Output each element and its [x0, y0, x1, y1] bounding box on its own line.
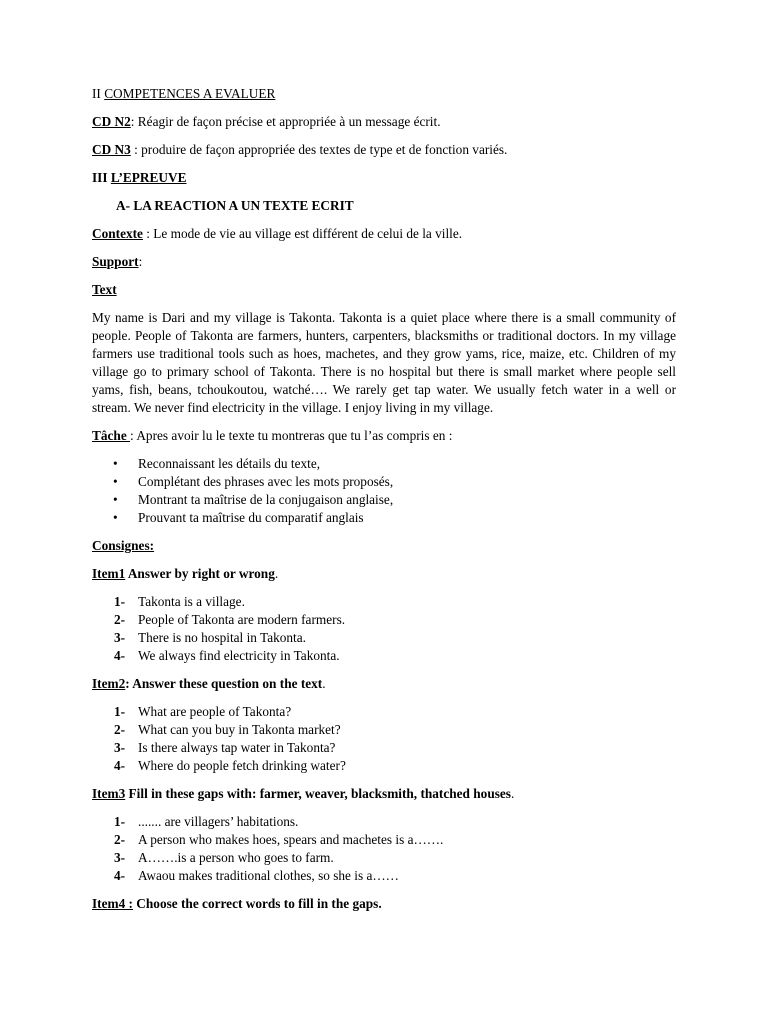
contexte-line [92, 225, 676, 243]
item3-heading: Item3 Fill in these gaps with: farmer, weaver, blacksmith, thatched houses. [92, 786, 515, 801]
cd-n2-line [92, 113, 676, 131]
cd-n2-text: : Réagir de façon précise et appropriée à un message écrit. [130, 114, 441, 129]
list-item: • Montrant ta maîtrise de la conjugaison anglaise, [113, 492, 394, 507]
support-label: Support [92, 254, 139, 269]
item4-heading [92, 895, 676, 913]
item2-heading: Item2: Answer these question on the text. [92, 676, 326, 691]
item3-instruction: Fill in these gaps with: farmer, weaver, blacksmith, thatched houses [125, 786, 511, 801]
question-item: 4- Awaou makes traditional clothes, so she is a…… [114, 868, 399, 883]
reading-passage: My name is Dari and my village is Takonta. Takonta is a quiet place where there is a small community of people. People of Takonta are farmers, hunters, carpenters, blacksmiths or traditional doctors. In my village farmers use traditional tools such as hoes, machetes, and they grow yams, rice, maize, etc. Children of my village go to primary school of Takonta. There is no hospital but there is small market where people sell yams, fish, beans, tchoukoutou, watché…. We rarely get tap water. We usually fetch water in a well or stream. We never find electricity in the village. I enjoy living in my village. [92, 310, 676, 415]
item1-label: Item1 [92, 566, 126, 581]
question-item: 1- What are people of Takonta? [114, 704, 292, 719]
item1-heading: Item1 Answer by right or wrong. [92, 566, 279, 581]
item4-label: Item4 : [92, 896, 133, 911]
bullet-icon: • [113, 492, 118, 507]
section-title: COMPETENCES A EVALUER [104, 86, 276, 101]
list-item: • Prouvant ta maîtrise du comparatif anglais [113, 510, 364, 525]
item1-instruction: Answer by right or wrong [125, 566, 275, 581]
cd-n3-line [92, 141, 676, 159]
cd-n2-label: CD N2 [92, 114, 131, 129]
question-item: 3- Is there always tap water in Takonta? [114, 740, 336, 755]
question-item: 2- What can you buy in Takonta market? [114, 722, 341, 737]
support-line [92, 253, 676, 271]
tache-line [92, 427, 676, 445]
question-item: 3- A…….is a person who goes to farm. [114, 850, 334, 865]
support-colon: : [138, 254, 143, 269]
question-item: 2- A person who makes hoes, spears and machetes is a……. [114, 832, 444, 847]
section-title: L’EPREUVE [110, 170, 187, 185]
tache-list [92, 455, 676, 527]
bullet-icon: • [113, 510, 118, 525]
bullet-icon: • [113, 474, 118, 489]
question-item: 4- Where do people fetch drinking water? [114, 758, 346, 773]
item3-questions [92, 813, 676, 885]
item4-instruction: Choose the correct words to fill in the gaps. [132, 896, 382, 911]
text-heading: Text [92, 282, 117, 297]
document-page [92, 85, 676, 923]
contexte-text: : Le mode de vie au village est différent de celui de la ville. [142, 226, 463, 241]
question-item: 3- There is no hospital in Takonta. [114, 630, 306, 645]
question-item: 1- Takonta is a village. [114, 594, 245, 609]
section-heading-competences [92, 85, 676, 103]
item3-label: Item3 [92, 786, 126, 801]
section-heading-epreuve [92, 169, 676, 187]
contexte-label: Contexte [92, 226, 143, 241]
cd-n3-label: CD N3 [92, 142, 131, 157]
cd-n3-text: : produire de façon appropriée des textes de type et de fonction variés. [130, 142, 508, 157]
section-number: III [92, 170, 108, 185]
item1-questions [92, 593, 676, 665]
question-item: 1- ....... are villagers’ habitations. [114, 814, 299, 829]
item2-questions [92, 703, 676, 775]
item2-instruction: : Answer these question on the text [125, 676, 323, 691]
question-item: 2- People of Takonta are modern farmers. [114, 612, 346, 627]
tache-label: Tâche [92, 428, 131, 443]
list-item: • Reconnaissant les détails du texte, [113, 456, 321, 471]
part-a-heading: A- LA REACTION A UN TEXTE ECRIT [116, 198, 354, 213]
item2-label: Item2 [92, 676, 126, 691]
section-number: II [92, 86, 101, 101]
question-item: 4- We always find electricity in Takonta. [114, 648, 340, 663]
consignes-heading: Consignes: [92, 538, 155, 553]
bullet-icon: • [113, 456, 118, 471]
list-item: • Complétant des phrases avec les mots proposés, [113, 474, 394, 489]
tache-text: : Apres avoir lu le texte tu montreras que tu l’as compris en : [130, 428, 453, 443]
